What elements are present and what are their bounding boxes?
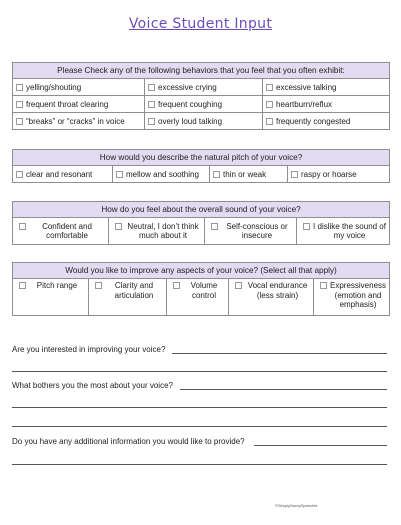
answer-line[interactable] <box>12 407 387 408</box>
behaviors-section <box>12 62 390 130</box>
checkbox[interactable] <box>213 171 220 178</box>
checkbox[interactable] <box>211 223 218 230</box>
checkbox[interactable] <box>16 118 23 125</box>
pitch-option[interactable]: raspy or hoarse <box>288 166 390 183</box>
answer-line[interactable] <box>12 464 387 465</box>
overall-option[interactable]: Neutral, I don’t think much about it <box>109 218 205 245</box>
behavior-option[interactable]: heartburn/reflux <box>263 96 390 113</box>
behavior-option[interactable]: frequent throat clearing <box>13 96 145 113</box>
pitch-option[interactable]: thin or weak <box>210 166 288 183</box>
overall-option[interactable]: Confident and comfortable <box>13 218 109 245</box>
answer-line[interactable] <box>12 426 387 427</box>
checkbox[interactable] <box>320 282 327 289</box>
improve-option[interactable]: Expressiveness (emotion and emphasis) <box>314 279 390 316</box>
behaviors-heading: Please Check any of the following behaviors that you feel that you often exhibit: <box>13 63 390 79</box>
behavior-option[interactable]: frequent coughing <box>145 96 263 113</box>
checkbox[interactable] <box>95 282 102 289</box>
behavior-option[interactable]: excessive crying <box>145 79 263 96</box>
pitch-heading: How would you describe the natural pitch of your voice? <box>13 150 390 166</box>
checkbox[interactable] <box>19 282 26 289</box>
checkbox[interactable] <box>173 282 180 289</box>
answer-line[interactable] <box>12 371 387 372</box>
answer-line[interactable] <box>254 445 387 446</box>
checkbox[interactable] <box>266 118 273 125</box>
pitch-option[interactable]: mellow and soothing <box>113 166 210 183</box>
checkbox[interactable] <box>16 171 23 178</box>
checkbox[interactable] <box>266 84 273 91</box>
improve-option[interactable]: Volume control <box>167 279 229 316</box>
checkbox[interactable] <box>291 171 298 178</box>
checkbox[interactable] <box>19 223 26 230</box>
copyright-credit: ©SimplySavvySpeechie <box>275 503 318 508</box>
improve-option[interactable]: Vocal endurance (less strain) <box>229 279 314 316</box>
answer-line[interactable] <box>172 353 387 354</box>
overall-option[interactable]: Self-conscious or insecure <box>205 218 297 245</box>
checkbox[interactable] <box>16 84 23 91</box>
improve-section <box>12 262 390 316</box>
improve-option[interactable]: Pitch range <box>13 279 89 316</box>
pitch-section <box>12 149 390 183</box>
checkbox[interactable] <box>116 171 123 178</box>
pitch-option[interactable]: clear and resonant <box>13 166 113 183</box>
behavior-option[interactable]: yelling/shouting <box>13 79 145 96</box>
overall-option[interactable]: I dislike the sound of my voice <box>297 218 390 245</box>
checkbox[interactable] <box>115 223 122 230</box>
behavior-option[interactable]: overly loud talking <box>145 113 263 130</box>
checkbox[interactable] <box>235 282 242 289</box>
checkbox[interactable] <box>148 101 155 108</box>
overall-heading: How do you feel about the overall sound of your voice? <box>13 202 390 218</box>
checkbox[interactable] <box>148 118 155 125</box>
behavior-option[interactable]: “breaks” or “cracks” in voice <box>13 113 145 130</box>
question-interested: Are you interested in improving your voice? <box>12 345 166 354</box>
behavior-option[interactable]: frequently congested <box>263 113 390 130</box>
checkbox[interactable] <box>303 223 310 230</box>
improve-option[interactable]: Clarity and articulation <box>89 279 167 316</box>
page-title: Voice Student Input <box>128 16 273 32</box>
answer-line[interactable] <box>180 389 387 390</box>
behavior-option[interactable]: excessive talking <box>263 79 390 96</box>
checkbox[interactable] <box>148 84 155 91</box>
improve-heading: Would you like to improve any aspects of your voice? (Select all that apply) <box>13 263 390 279</box>
question-additional: Do you have any additional information you would like to provide? <box>12 437 245 446</box>
checkbox[interactable] <box>266 101 273 108</box>
checkbox[interactable] <box>16 101 23 108</box>
overall-sound-section <box>12 201 390 245</box>
question-bothers: What bothers you the most about your voice? <box>12 381 173 390</box>
